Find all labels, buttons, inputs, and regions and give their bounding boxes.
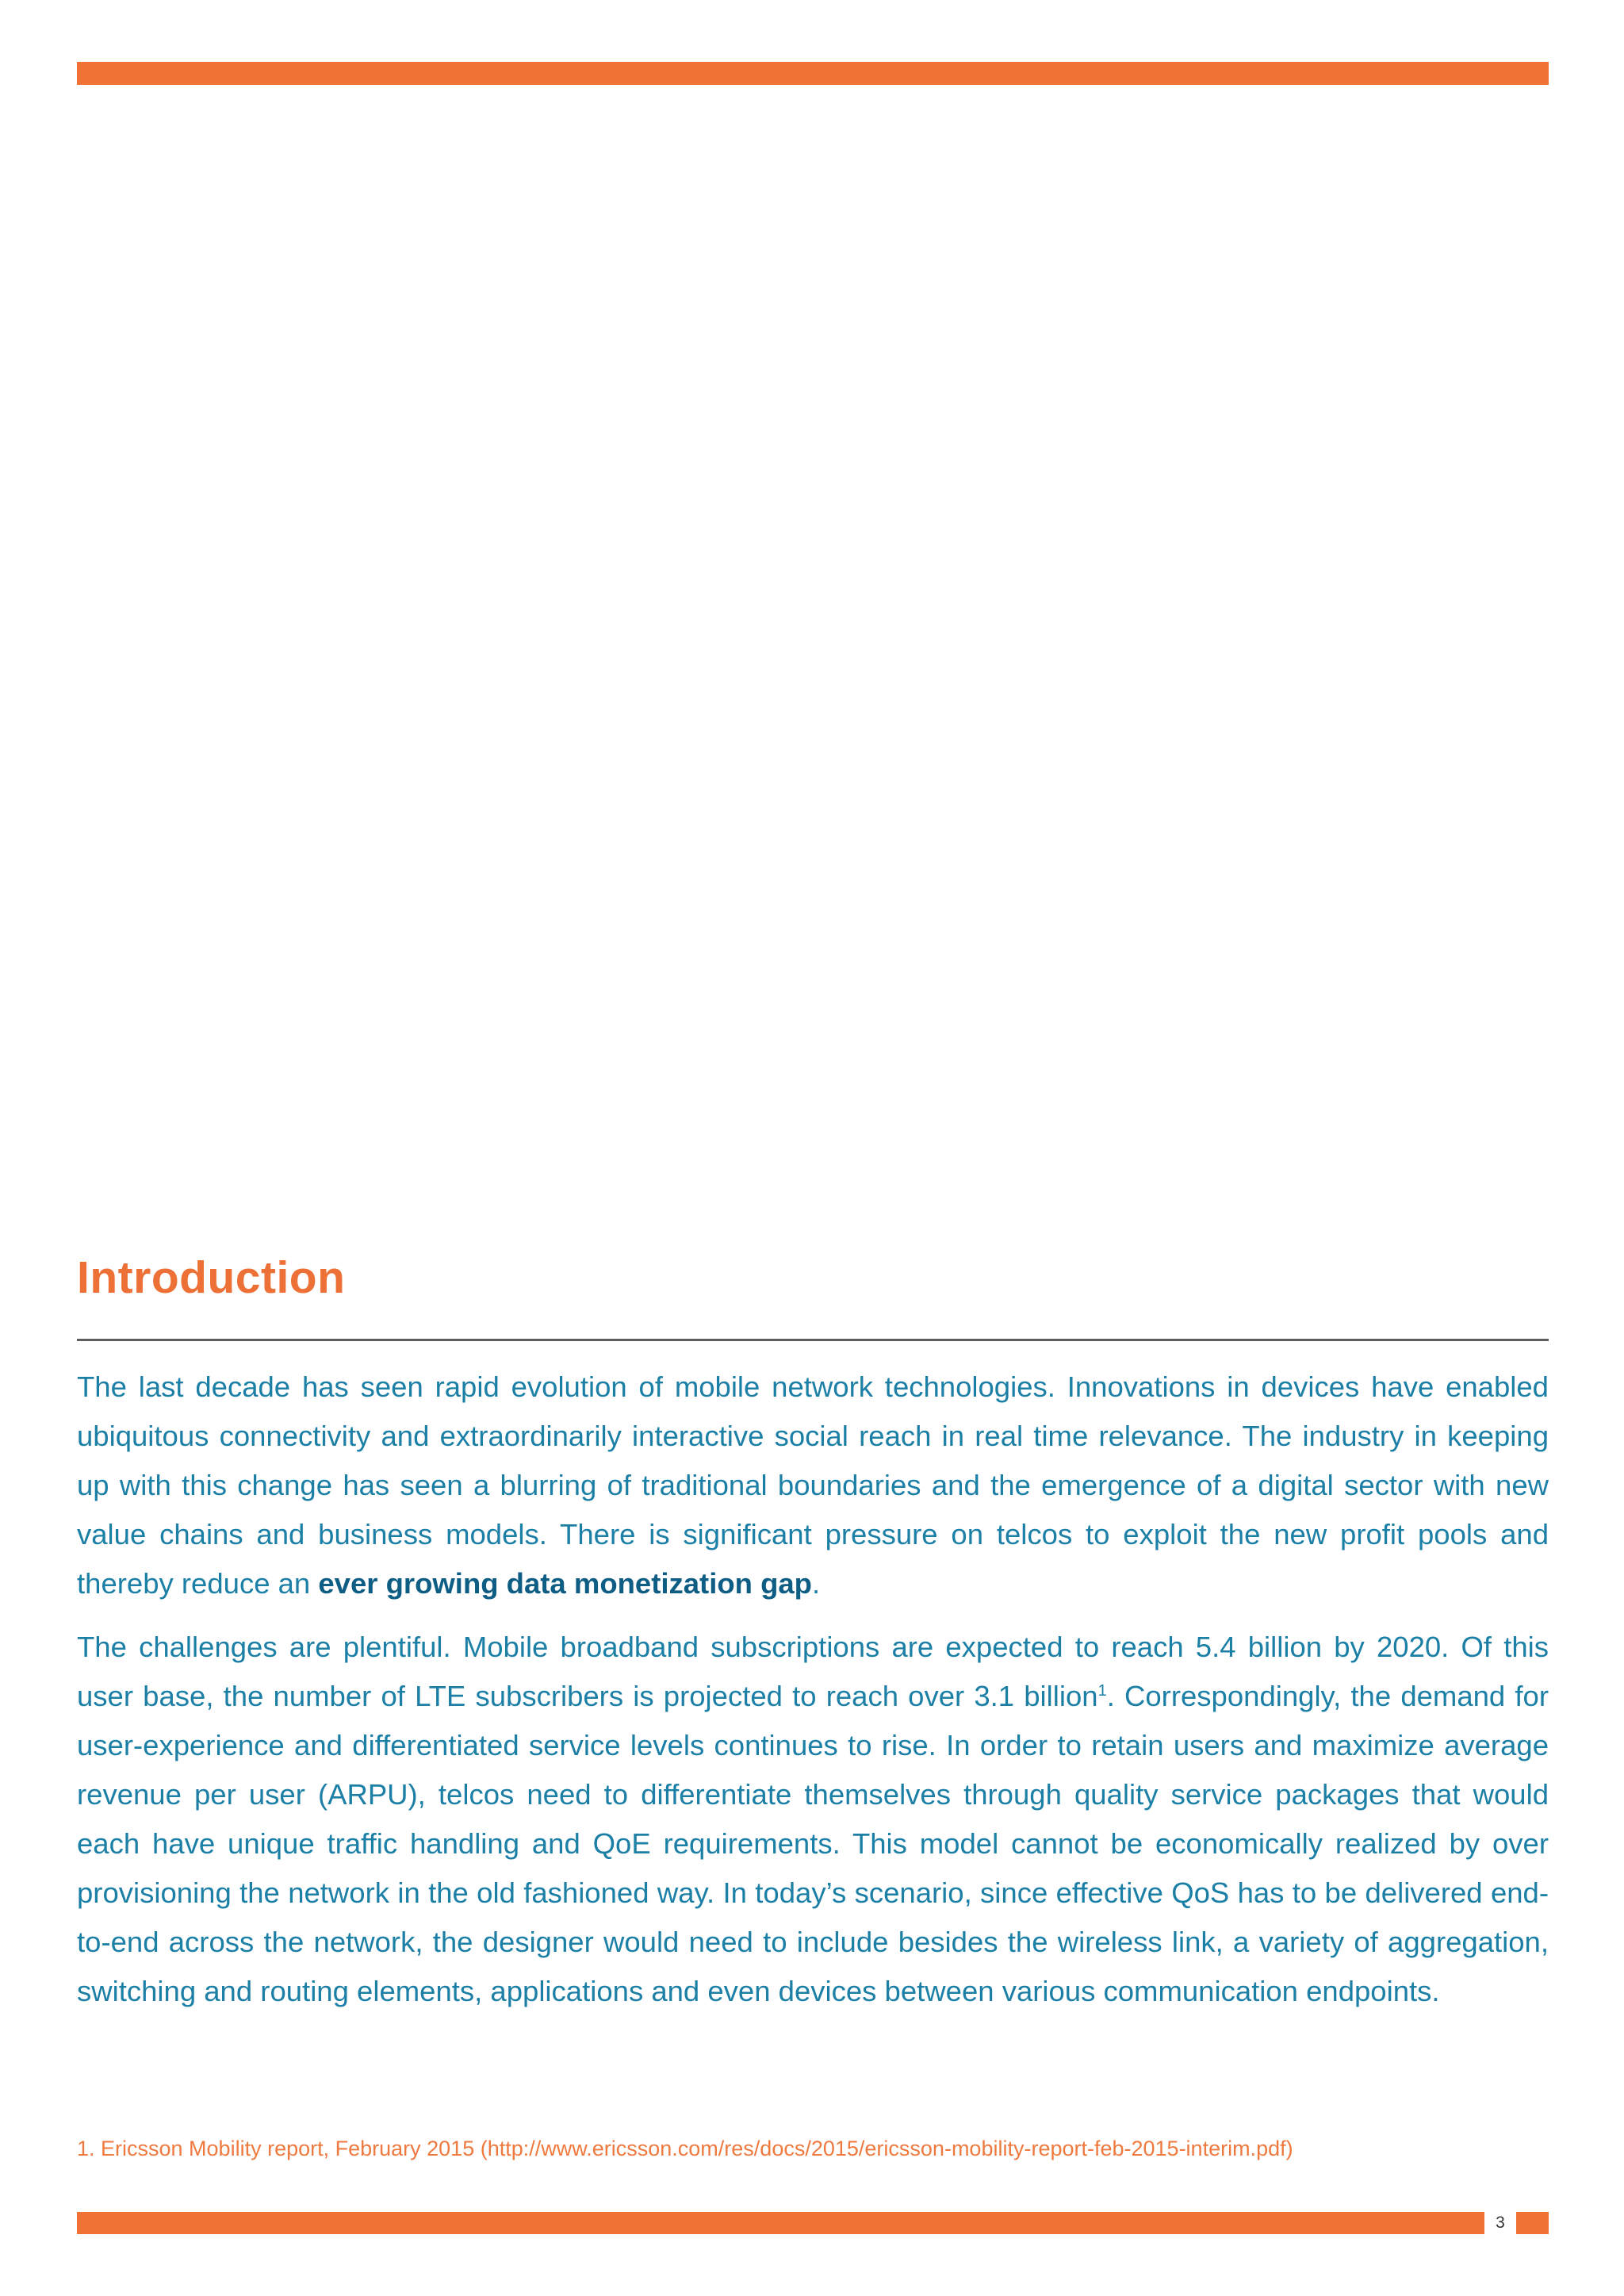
paragraph-1-end: .	[811, 1567, 821, 1600]
body-text	[77, 1363, 1549, 2030]
footnote: 1. Ericsson Mobility report, February 2015 (http://www.ericsson.com/res/docs/2015/ericsson-mobility-report-feb-2015-interim.pdf)	[77, 2137, 1293, 2160]
bottom-accent-block	[1516, 2212, 1549, 2234]
section-heading: Introduction	[77, 1252, 346, 1303]
page-number: 3	[1496, 2214, 1505, 2232]
paragraph-1	[77, 1363, 1549, 1608]
top-accent-bar	[77, 62, 1549, 85]
bottom-accent-bar	[77, 2212, 1484, 2234]
paragraph-2	[77, 1623, 1549, 2016]
highlight-phrase: ever growing data monetization gap	[318, 1567, 812, 1600]
heading-divider	[77, 1339, 1549, 1341]
paragraph-2-text-a: The challenges are plentiful. Mobile broadband subscriptions are expected to reach 5.4 billion by 2020. Of this user base, the number of LTE subscribers is projected to reach over 3.1 billion	[77, 1631, 1549, 1712]
footnote-reference: 1	[1097, 1681, 1107, 1700]
paragraph-2-text-b: . Correspondingly, the demand for user-experience and differentiated service levels continues to rise. In order to retain users and maximize average revenue per user (ARPU), telcos need to differentiate themselves through quality service packages that would each have unique traffic handling and QoE requirements. This model cannot be economically realized by over provisioning the network in the old fashioned way. In today’s scenario, since effective QoS has to be delivered end-to-end across the network, the designer would need to include besides the wireless link, a variety of aggregation, switching and routing elements, applications and even devices between various communication endpoints.	[77, 1680, 1549, 2007]
paragraph-1-text: The last decade has seen rapid evolution of mobile network technologies. Innovations in devices have enabled ubiquitous connectivity and extraordinarily interactive social reach in real time relevance. The industry in keeping up with this change has seen a blurring of traditional boundaries and the emergence of a digital sector with new value chains and business models. There is significant pressure on telcos to exploit the new profit pools and thereby reduce an	[77, 1370, 1549, 1600]
